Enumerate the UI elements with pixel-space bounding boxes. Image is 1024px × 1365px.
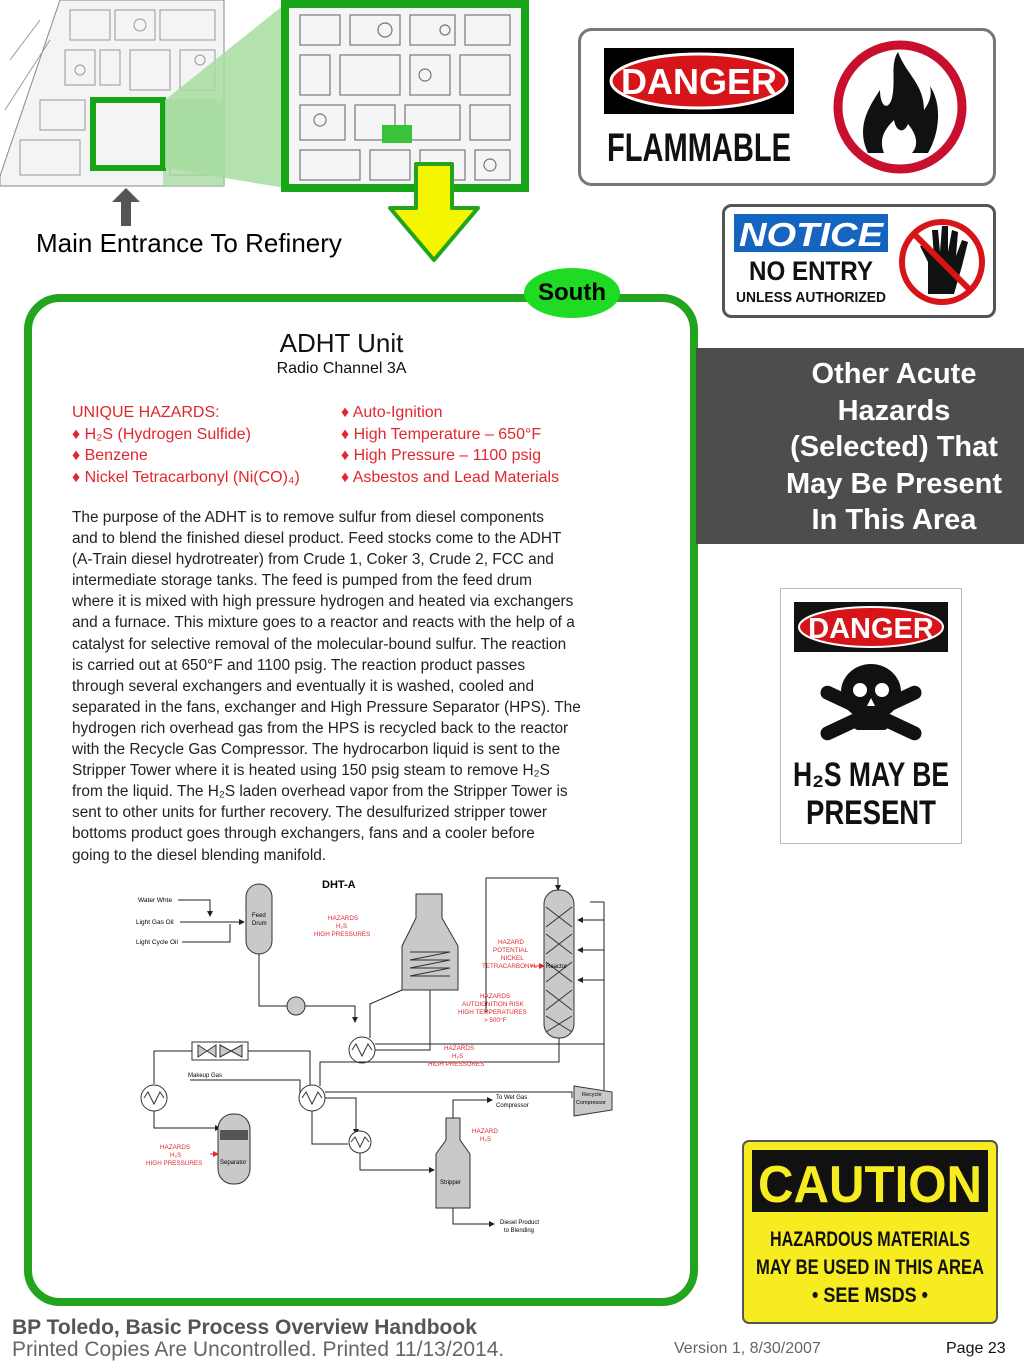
- separator-label: Separator: [220, 1160, 247, 1166]
- acute-hazards-text: [770, 356, 1018, 539]
- notice-line2: UNLESS AUTHORIZED: [736, 289, 887, 306]
- h2s-header: DANGER: [808, 613, 934, 645]
- reactor-label: Reactor: [546, 964, 568, 970]
- purpose-line: intermediate storage tanks. The feed is pumped from the feed drum: [72, 572, 532, 590]
- feed-pump: [287, 997, 305, 1015]
- hazard-item: ♦ High Pressure – 1100 psig: [341, 447, 541, 464]
- hazard-item: ♦ H₂S (Hydrogen Sulfide): [72, 425, 251, 443]
- page-number: Page 23: [946, 1340, 1006, 1357]
- haz-stripper: HAZARD: [472, 1128, 498, 1135]
- diesel-label: to Blending: [504, 1228, 535, 1234]
- purpose-line: and a furnace. This mixture goes to a reactor and reacts with the help of a: [72, 614, 575, 632]
- acute-line: Hazards: [837, 394, 951, 427]
- caution-hazardous-materials-sign: [742, 1140, 998, 1324]
- hazard-item: ♦ Nickel Tetracarbonyl (Ni(CO)₄): [72, 468, 300, 486]
- caution-line3: • SEE MSDS •: [812, 1284, 928, 1307]
- purpose-line: is carried out at 650°F and 1100 psig. The reaction product passes: [72, 656, 526, 674]
- haz-auto: HIGH TEMPERATURES: [458, 1009, 527, 1016]
- exchanger-1: [349, 1037, 375, 1063]
- haz-reactor: TETRACARBONYL: [482, 963, 538, 970]
- flammable-body: FLAMMABLE: [607, 126, 791, 170]
- haz-reactor: HAZARD: [498, 939, 524, 946]
- diesel-label: Diesel Product: [500, 1220, 540, 1226]
- acute-line: Other Acute: [811, 358, 977, 390]
- haz-stripper: H₂S: [480, 1136, 492, 1143]
- unique-hazards-list: [72, 402, 300, 488]
- h2s-line1: H₂S MAY BE: [793, 756, 949, 794]
- acute-line: May Be Present: [786, 467, 1002, 500]
- haz-mid: H₂S: [452, 1053, 464, 1060]
- stripper-label: Stripper: [440, 1180, 462, 1186]
- purpose-line: where it is mixed with high pressure hydrogen and heated via exchangers: [72, 593, 574, 611]
- separator: [218, 1114, 250, 1184]
- unit-title: ADHT Unit: [279, 328, 404, 358]
- purpose-line: separated in the fans, exchanger and High Pressure Separator (HPS). The: [72, 698, 581, 716]
- caution-line2: MAY BE USED IN THIS AREA: [756, 1256, 984, 1279]
- stripper: [436, 1118, 470, 1208]
- haz-mid: HAZARDS: [444, 1045, 475, 1052]
- haz-sep: HIGH PRESSURES: [146, 1160, 203, 1167]
- haz-auto: HAZARDS: [480, 993, 511, 1000]
- purpose-paragraph: [72, 507, 612, 866]
- acute-line: (Selected) That: [790, 431, 998, 463]
- danger-h2s-sign: [780, 588, 962, 844]
- dht-a-process-diagram: [120, 872, 630, 1242]
- notice-line1: NO ENTRY: [749, 256, 873, 286]
- h2s-line2: PRESENT: [806, 794, 937, 832]
- recycle-label: Recycle: [582, 1092, 602, 1098]
- exchanger-2: [299, 1085, 325, 1111]
- unit-subtitle: Radio Channel 3A: [276, 360, 407, 377]
- purpose-line: Stripper Tower where it is heated using 150 psig steam to remove H₂S: [72, 762, 550, 780]
- hazard-item: ♦ Auto-Ignition: [341, 404, 443, 421]
- cooler: [141, 1085, 167, 1111]
- footer-version: Version 1, 8/30/2007: [674, 1340, 821, 1357]
- purpose-line: going to the diesel blending manifold.: [72, 846, 327, 864]
- haz-reactor: POTENTIAL: [493, 947, 528, 954]
- feed-drum: [246, 884, 272, 954]
- notice-header: NOTICE: [739, 216, 885, 253]
- recycle-label: Compressor: [576, 1100, 606, 1106]
- haz-feed: H₂S: [336, 923, 348, 930]
- haz-auto: AUTOIGNITION RISK: [462, 1001, 524, 1008]
- hazard-item: ♦ Benzene: [72, 447, 148, 464]
- haz-feed: HIGH PRESSURES: [314, 931, 371, 938]
- flammable-header: DANGER: [620, 61, 778, 102]
- input-lgo: Light Gas Oil: [136, 919, 174, 926]
- caution-header: CAUTION: [758, 1156, 982, 1214]
- entrance-up-arrow-icon: [112, 188, 140, 226]
- hazard-item: ♦ High Temperature – 650°F: [341, 425, 542, 443]
- footer-handbook-title: BP Toledo, Basic Process Overview Handbook: [12, 1316, 477, 1339]
- purpose-line: through several exchangers and eventually it is washed, cooled and: [72, 677, 535, 695]
- input-lco: Light Cycle Oil: [136, 939, 178, 946]
- feed-drum-label: Feed: [252, 913, 266, 919]
- input-water: Water Whte: [138, 897, 173, 904]
- unique-hazards-list-2: [341, 402, 559, 488]
- purpose-line: from the liquid. The H₂S laden overhead vapor from the Stripper Tower is: [72, 783, 568, 801]
- feed-drum-label: Drum: [252, 921, 267, 927]
- makeup-gas-label: Makeup Gas: [188, 1073, 223, 1079]
- exchanger-3: [349, 1131, 371, 1153]
- purpose-line: bottoms product goes through exchangers, fans and a cooler before: [72, 825, 535, 843]
- purpose-line: catalyst for selective removal of the molecular-bound sulfur. The reaction: [72, 635, 567, 653]
- wet-gas-label: To Wet Gas: [496, 1095, 528, 1101]
- south-badge: South: [524, 268, 620, 318]
- danger-flammable-sign: [578, 28, 996, 186]
- south-down-arrow-icon: [388, 162, 480, 262]
- diagram-title: DHT-A: [322, 879, 356, 891]
- haz-reactor: NICKEL: [501, 955, 524, 962]
- purpose-line: (A-Train diesel hydrotreater) from Crude 1, Coker 3, Crude 2, FCC and: [72, 551, 554, 569]
- acute-line: In This Area: [811, 504, 977, 536]
- haz-sep: H₂S: [170, 1152, 182, 1159]
- purpose-line: and to blend the finished diesel product. Feed stocks come to the ADHT: [72, 530, 562, 548]
- haz-feed: HAZARDS: [328, 915, 359, 922]
- wet-gas-label: Compressor: [496, 1103, 529, 1109]
- purpose-line: hydrogen rich overhead gas from the HPS is recycled back to the reactor: [72, 719, 569, 737]
- notice-no-entry-sign: [722, 204, 996, 318]
- haz-mid: HIGH PRESSURES: [428, 1061, 485, 1068]
- caution-line1: HAZARDOUS MATERIALS: [770, 1228, 970, 1251]
- haz-auto: > 500°F: [484, 1017, 507, 1024]
- entrance-label: Main Entrance To Refinery: [36, 228, 342, 258]
- footer-printed-note: Printed Copies Are Uncontrolled. Printed 11/13/2014.: [12, 1338, 505, 1361]
- purpose-line: with the Recycle Gas Compressor. The hydrocarbon liquid is sent to the: [72, 741, 561, 759]
- haz-sep: HAZARDS: [160, 1144, 191, 1151]
- hazard-heading: UNIQUE HAZARDS:: [72, 404, 220, 421]
- purpose-line: sent to other units for further recovery. The desulfurized stripper tower: [72, 804, 548, 822]
- hazard-item: ♦ Asbestos and Lead Materials: [341, 468, 560, 486]
- purpose-line: The purpose of the ADHT is to remove sulfur from diesel components: [72, 509, 544, 526]
